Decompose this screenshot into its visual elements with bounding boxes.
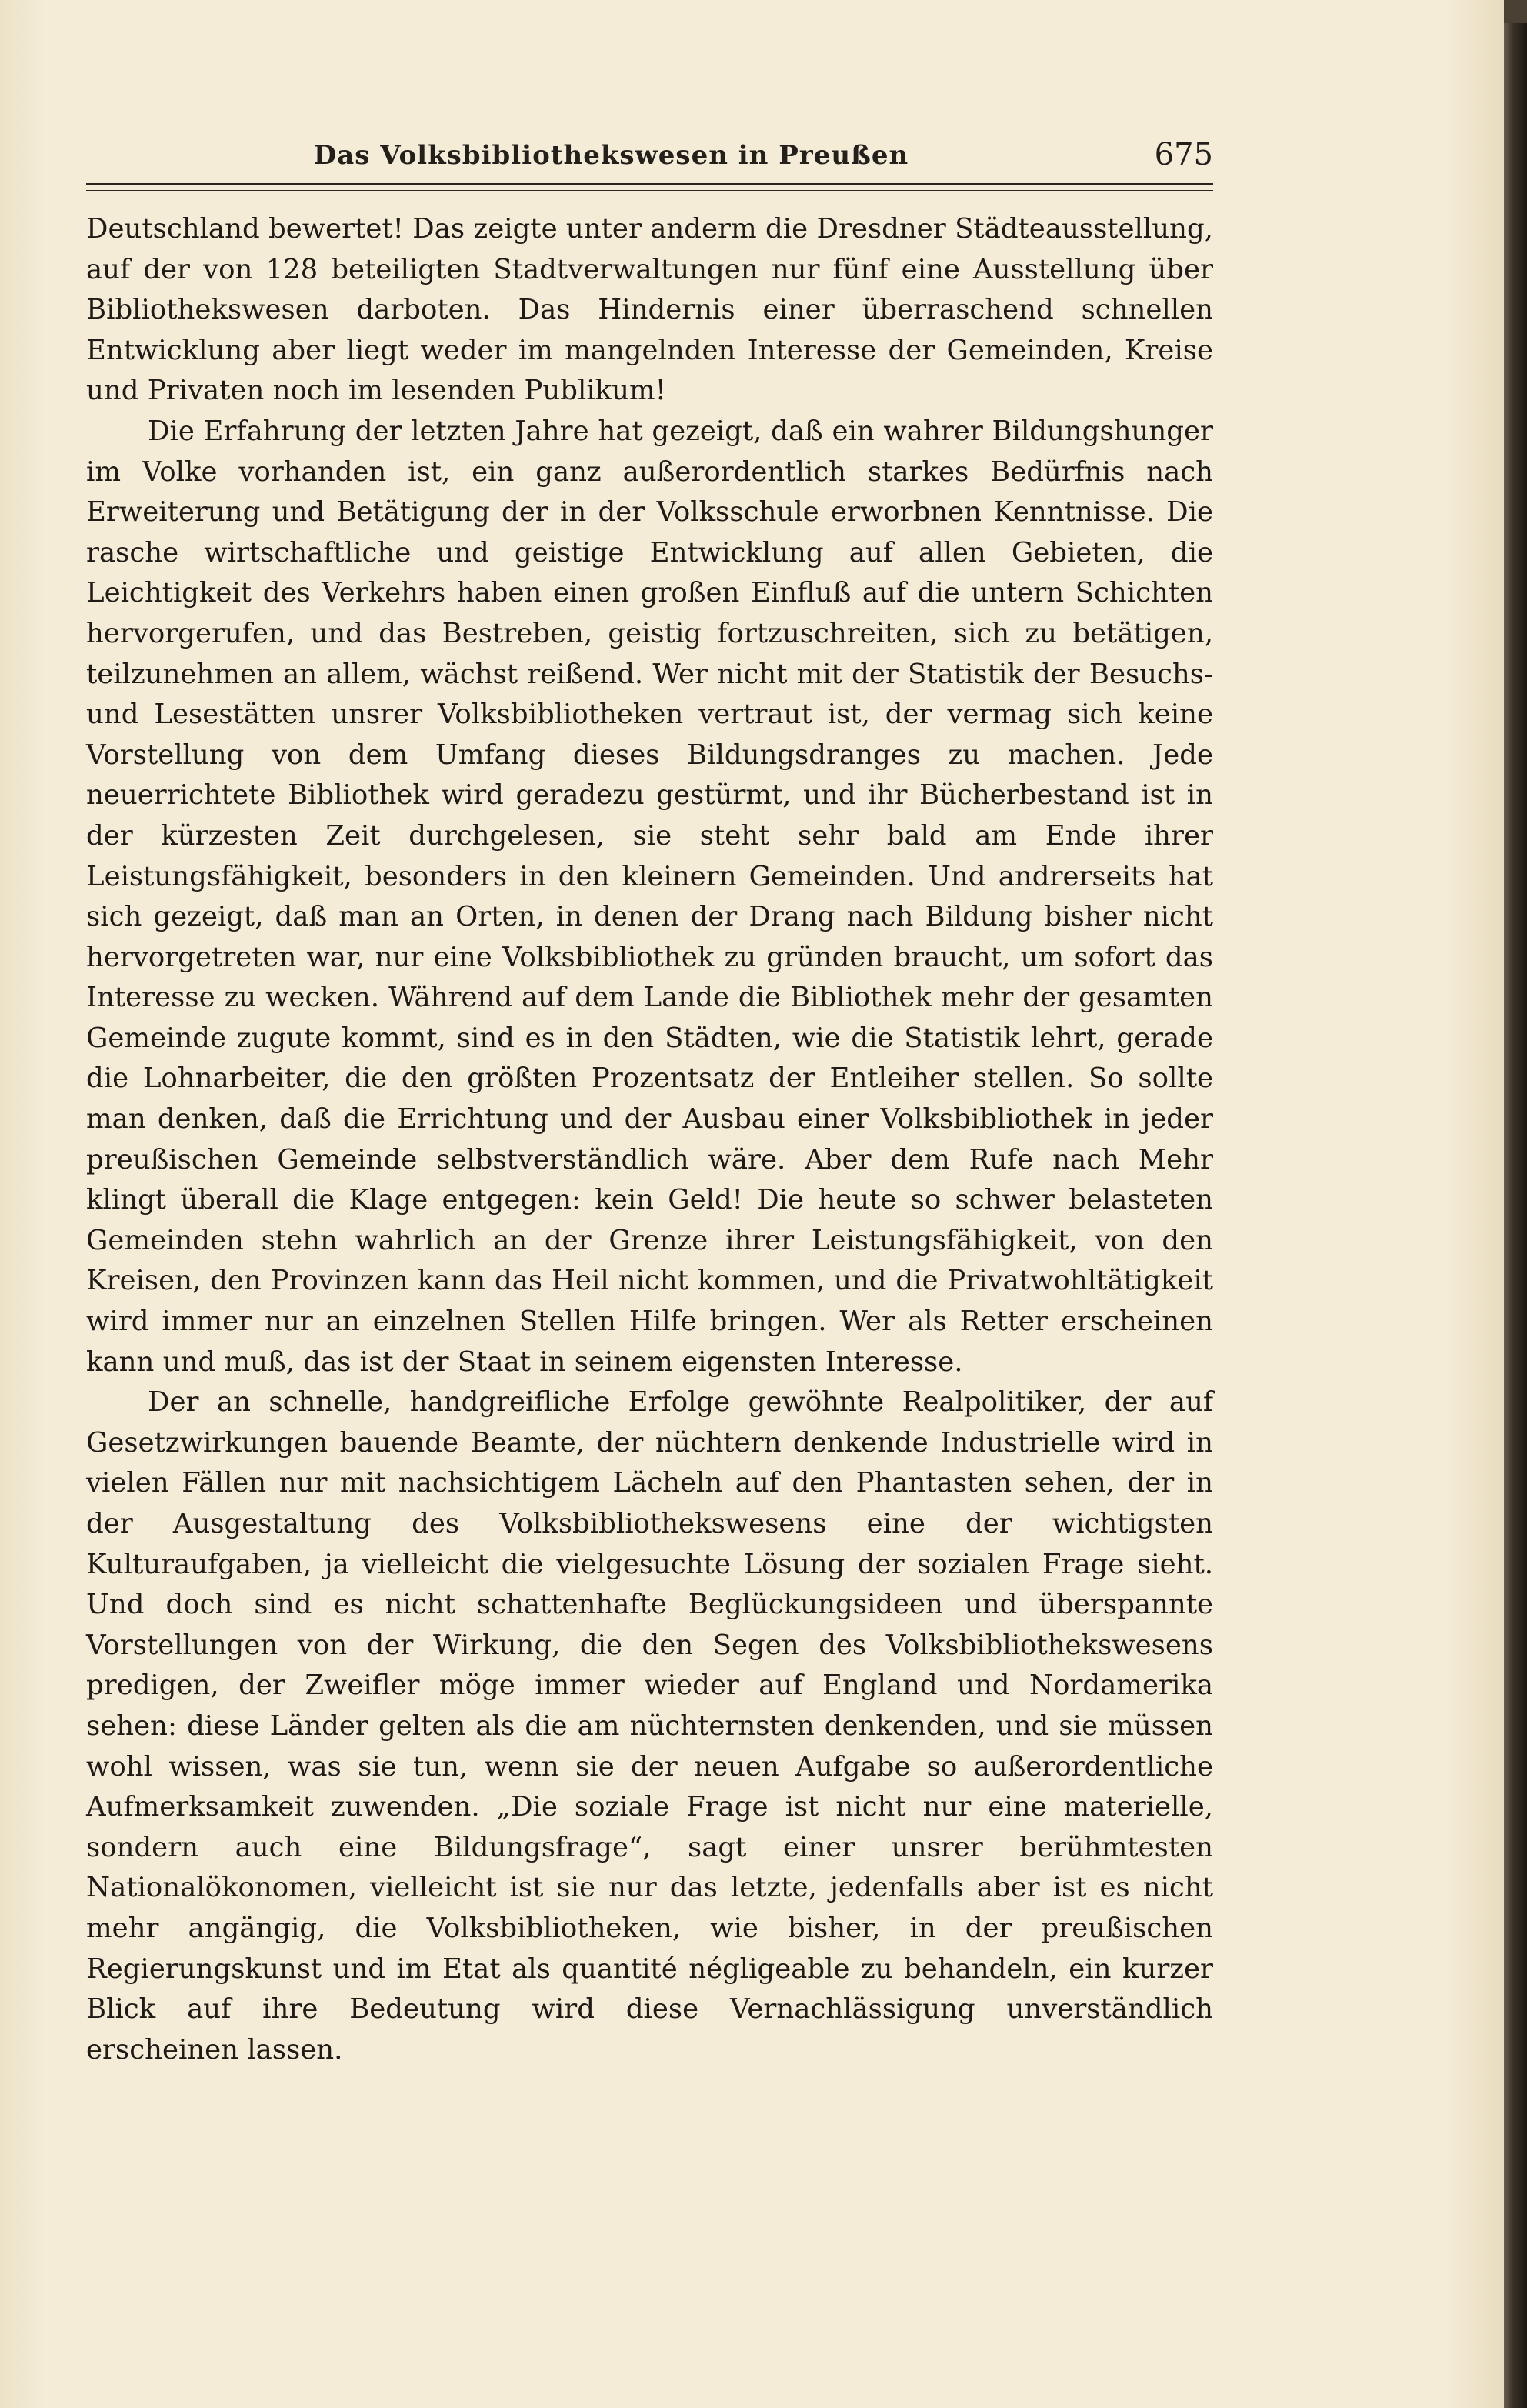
paragraph-2: Die Erfahrung der letzten Jahre hat gezeigt, daß ein wahrer Bildungshunger im Volke vorhanden ist, ein ganz außerordentlich starkes Bedürfnis nach Erweiterung und Betätigung der in der Volksschule erworbnen Kenntnisse. Die rasche wirtschaftliche und geistige Entwicklung auf allen Gebieten, die Leichtigkeit des Verkehrs haben einen großen Einfluß auf die untern Schichten hervorgerufen, und das Bestreben, geistig fortzuschreiten, sich zu betätigen, teilzunehmen an allem, wächst reißend. Wer nicht mit der Statistik der Besuchs- und Lesestätten unsrer Volksbibliotheken vertraut ist, der vermag sich keine Vorstellung von dem Umfang dieses Bildungsdranges zu machen. Jede neuerrichtete Bibliothek wird geradezu gestürmt, und ihr Bücherbestand ist in der kürzesten Zeit durchgelesen, sie steht sehr bald am Ende ihrer Leistungsfähigkeit, besonders in den kleinern Gemeinden. Und andrerseits hat sich gezeigt, daß man an Orten, in denen der Drang nach Bildung bisher nicht hervorgetreten war, nur eine Volksbibliothek zu gründen braucht, um sofort das Interesse zu wecken. Während auf dem Lande die Bibliothek mehr der gesamten Gemeinde zugute kommt, sind es in den Städten, wie die Statistik lehrt, gerade die Lohnarbeiter, die den größten Prozentsatz der Entleiher stellen. So sollte man denken, daß die Errichtung und der Ausbau einer Volksbibliothek in jeder preußischen Gemeinde selbstverständlich wäre. Aber dem Rufe nach Mehr klingt überall die Klage entgegen: kein Geld! Die heute so schwer belasteten Gemeinden stehn wahrlich an der Grenze ihrer Leistungsfähigkeit, von den Kreisen, den Provinzen kann das Heil nicht kommen, und die Privatwohltätigkeit wird immer nur an einzelnen Stellen Hilfe bringen. Wer als Retter erscheinen kann und muß, das ist der Staat in seinem eigensten Interesse. [86,415,1213,1378]
page-tab-mark [1504,0,1527,23]
page-header [86,137,1213,183]
running-title: Das Volksbibliothekswesen in Preußen [313,140,909,171]
header-rule-thin [86,190,1213,191]
body-text [86,209,1213,2070]
page-number: 675 [1154,137,1213,172]
paragraph-3: Der an schnelle, handgreifliche Erfolge gewöhnte Realpolitiker, der auf Gesetzwirkungen bauende Beamte, der nüchtern denkende Industrielle wird in vielen Fällen nur mit nachsichtigem Lächeln auf den Phantasten sehen, der in der Ausgestaltung des Volksbibliothekswesens eine der wichtigsten Kulturaufgaben, ja vielleicht die vielgesuchte Lösung der sozialen Frage sieht. Und doch sind es nicht schattenhafte Beglückungsideen und überspannte Vorstellungen von der Wirkung, die den Segen des Volksbibliothekswesens predigen, der Zweifler möge immer wieder auf England und Nordamerika sehen: diese Länder gelten als die am nüchternsten denkenden, und sie müssen wohl wissen, was sie tun, wenn sie der neuen Aufgabe so außerordentliche Aufmerksamkeit zuwenden. „Die soziale Frage ist nicht nur eine materielle, sondern auch eine Bildungsfrage“, sagt einer unsrer berühmtesten Nationalökonomen, vielleicht ist sie nur das letzte, jedenfalls aber ist es nicht mehr angängig, die Volksbibliotheken, wie bisher, in der preußischen Regierungskunst und im Etat als quantité négligeable zu behandeln, ein kurzer Blick auf ihre Bedeutung wird diese Vernachlässigung unverständlich erscheinen lassen. [86,1386,1213,2066]
page-edge [1504,0,1527,2408]
header-rule-thick [86,183,1213,185]
paragraph-1: Deutschland bewertet! Das zeigte unter anderm die Dresdner Städteausstellung, auf der von 128 beteiligten Stadtverwaltungen nur fünf eine Ausstellung über Bibliothekswesen darboten. Das Hindernis einer überraschend schnellen Entwicklung aber liegt weder im mangelnden Interesse der Gemeinden, Kreise und Privaten noch im lesenden Publikum! [86,213,1213,407]
